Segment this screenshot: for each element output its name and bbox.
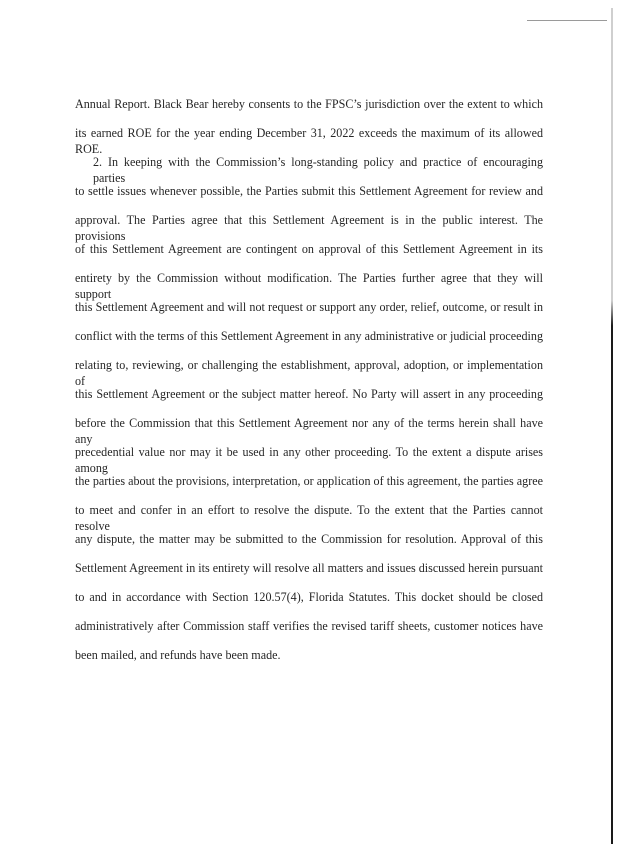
paragraph-line-7: entirety by the Commission without modification. The Parties further agree that they will support xyxy=(75,271,543,301)
paragraph-line-16: any dispute, the matter may be submitted to the Commission for resolution. Approval of this xyxy=(75,532,543,546)
paragraph-line-18: to and in accordance with Section 120.57(4), Florida Statutes. This docket should be closed xyxy=(75,590,543,604)
paragraph-line-1: Annual Report. Black Bear hereby consents to the FPSC’s jurisdiction over the extent to which xyxy=(75,97,543,111)
paragraph-line-14: the parties about the provisions, interpretation, or application of this agreement, the parties agree xyxy=(75,474,543,488)
scan-right-edge xyxy=(611,8,613,844)
scan-top-rule xyxy=(527,20,607,21)
paragraph-line-19: administratively after Commission staff verifies the revised tariff sheets, customer notices have xyxy=(75,619,543,633)
paragraph-line-3: 2. In keeping with the Commission’s long-standing policy and practice of encouraging parties xyxy=(93,155,543,185)
paragraph-line-9: conflict with the terms of this Settlement Agreement in any administrative or judicial proceeding xyxy=(75,329,543,343)
paragraph-line-20: been mailed, and refunds have been made. xyxy=(75,648,281,662)
paragraph-line-6: of this Settlement Agreement are contingent on approval of this Settlement Agreement in its xyxy=(75,242,543,256)
paragraph-line-8: this Settlement Agreement and will not request or support any order, relief, outcome, or result in xyxy=(75,300,543,314)
paragraph-line-13: precedential value nor may it be used in any other proceeding. To the extent a dispute arises among xyxy=(75,445,543,475)
paragraph-line-15: to meet and confer in an effort to resolve the dispute. To the extent that the Parties cannot resolve xyxy=(75,503,543,533)
paragraph-line-5: approval. The Parties agree that this Settlement Agreement is in the public interest. The provisions xyxy=(75,213,543,243)
paragraph-line-10: relating to, reviewing, or challenging the establishment, approval, adoption, or implementation of xyxy=(75,358,543,388)
paragraph-line-12: before the Commission that this Settlement Agreement nor any of the terms herein shall have any xyxy=(75,416,543,446)
paragraph-line-11: this Settlement Agreement or the subject matter hereof. No Party will assert in any proceeding xyxy=(75,387,543,401)
paragraph-line-2: its earned ROE for the year ending December 31, 2022 exceeds the maximum of its allowed ROE. xyxy=(75,126,543,156)
paragraph-line-17: Settlement Agreement in its entirety will resolve all matters and issues discussed herein pursuant xyxy=(75,561,543,575)
paragraph-line-4: to settle issues whenever possible, the Parties submit this Settlement Agreement for review and xyxy=(75,184,543,198)
